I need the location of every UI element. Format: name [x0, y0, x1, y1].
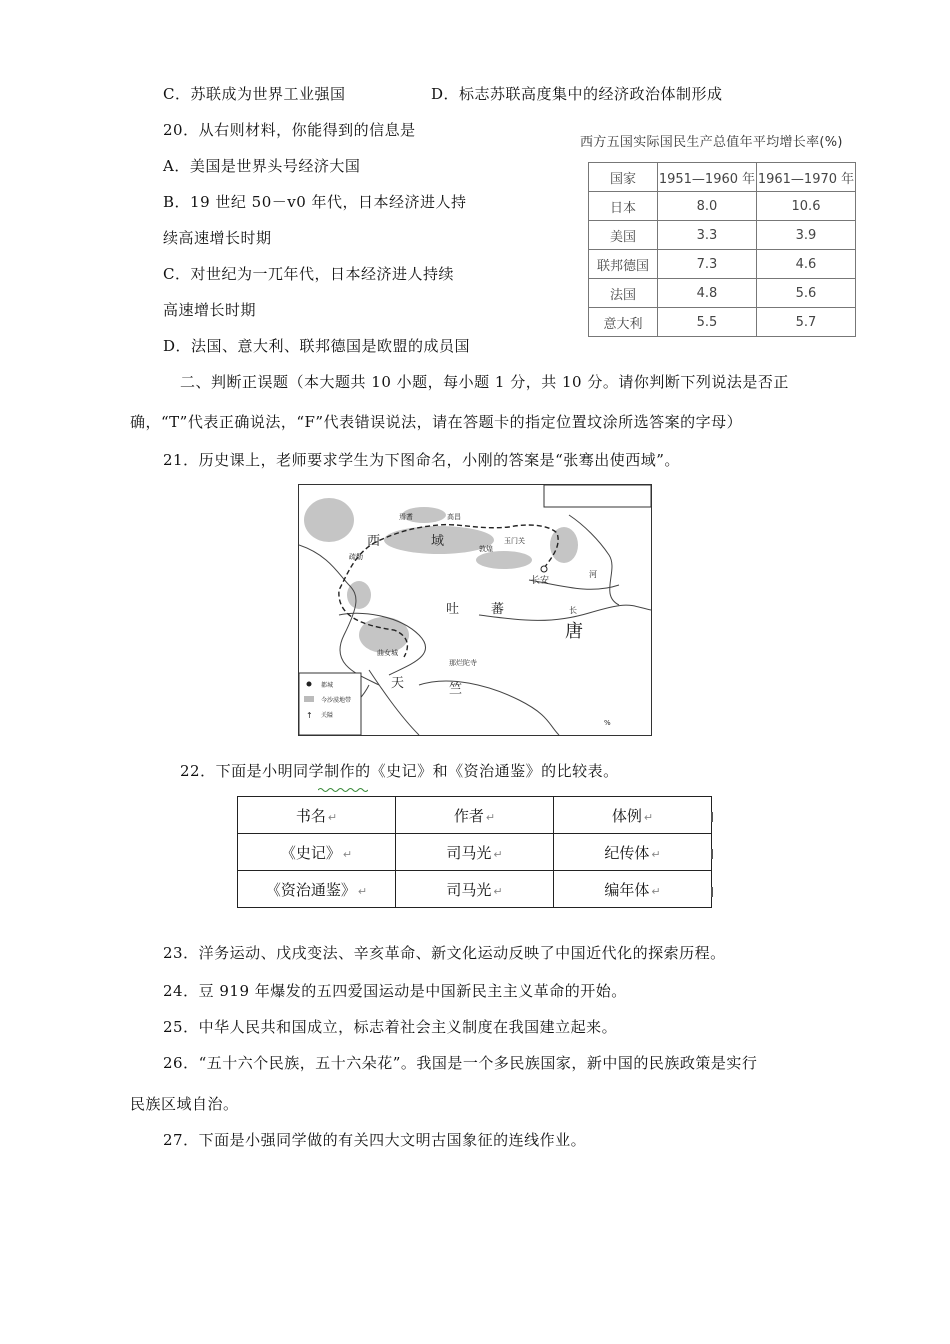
row-end-mark	[711, 887, 713, 897]
gdp-row	[589, 279, 856, 308]
gdp-cell-country: 联邦德国	[589, 250, 658, 279]
map-label-tian: 天	[391, 676, 405, 691]
question-27: 27．下面是小强同学做的有关四大文明古国象征的连线作业。	[163, 1131, 587, 1149]
compare-cell-book: 《史记》 ↵	[238, 834, 396, 871]
gdp-cell-value: 4.6	[757, 250, 856, 279]
compare-header-style: 体例 ↵	[554, 797, 712, 834]
compare-cell-book: 《资治通鉴》 ↵	[238, 871, 396, 908]
question-20-option-c-cont: 高速增长时期	[163, 301, 257, 319]
map-label-shulei: 疏勒	[349, 553, 363, 561]
map-label-zhu: 竺	[449, 682, 463, 697]
gdp-cell-value: 10.6	[757, 192, 856, 221]
gdp-cell-value: 3.3	[658, 221, 757, 250]
map-label-gaochang: 高昌	[447, 513, 461, 521]
question-26-cont: 民族区域自治。	[130, 1095, 239, 1113]
xuanzang-route-map	[298, 484, 652, 736]
compare-row	[238, 834, 712, 871]
section-2-heading-cont: 确，“T”代表正确说法，“F”代表错误说法，请在答题卡的指定位置坟涂所选答案的字母）	[130, 413, 743, 431]
compare-row	[238, 871, 712, 908]
map-label-xi: 西	[367, 534, 381, 549]
gdp-cell-country: 意大利	[589, 308, 658, 337]
option-d-line: D．标志苏联高度集中的经济政治体制形成	[431, 85, 723, 103]
row-end-mark	[711, 812, 713, 822]
gdp-cell-country: 日本	[589, 192, 658, 221]
gdp-row	[589, 221, 856, 250]
legend-desert-icon	[304, 696, 314, 702]
map-label-tu: 吐	[446, 602, 460, 617]
question-20-option-d: D．法国、意大利、联邦德国是欧盟的成员国	[163, 337, 471, 355]
gdp-cell-value: 3.9	[757, 221, 856, 250]
question-26: 26．“五十六个民族，五十六朵花”。我国是一个多民族国家，新中国的民族政策是实行	[163, 1054, 758, 1072]
question-21: 21．历史课上，老师要求学生为下图命名，小刚的答案是“张骞出使西域”。	[163, 451, 680, 469]
map-label-changan: 长安	[531, 576, 550, 586]
question-20: 20．从右则材料，你能得到的信息是	[163, 121, 416, 139]
question-23: 23．洋务运动、戊戌变法、辛亥革命、新文化运动反映了中国近代化的探索历程。	[163, 944, 726, 962]
map-label-yumenguan: 玉门关	[504, 537, 525, 545]
gdp-table	[588, 162, 856, 337]
question-20-option-a: A．美国是世界头号经济大国	[163, 157, 361, 175]
option-c-line: C．苏联成为世界工业强国	[163, 85, 346, 103]
legend-capital-icon	[307, 682, 312, 687]
row-end-mark	[711, 849, 713, 859]
books-comparison-table	[237, 796, 712, 908]
gdp-row	[589, 192, 856, 221]
compare-cell-author: 司马光 ↵	[396, 871, 554, 908]
map-scale: %	[604, 719, 611, 727]
map-label-qulv: 曲女城	[377, 649, 398, 657]
question-20-option-c: C．对世纪为一兀年代，日本经济进人持续	[163, 265, 454, 283]
gdp-cell-value: 5.5	[658, 308, 757, 337]
changan-marker	[541, 566, 547, 572]
map-legend	[299, 673, 361, 735]
map-label-yanqi: 焉耆	[399, 513, 413, 521]
section-2-heading: 二、判断正误题（本大题共 10 小题，每小题 1 分，共 10 分。请你判断下列说法是否正	[180, 373, 789, 391]
gdp-row	[589, 250, 856, 279]
map-label-he: 河	[589, 570, 597, 579]
map-label-yu: 域	[431, 534, 445, 549]
question-20-option-b-cont: 续高速增长时期	[163, 229, 272, 247]
gdp-header-1961: 1961—1970 年	[757, 163, 856, 192]
question-22: 22．下面是小明同学制作的《史记》和《资治通鉴》的比较表。	[180, 762, 619, 780]
legend-pass: 关隘	[321, 712, 334, 719]
compare-header-title: 书名 ↵	[238, 797, 396, 834]
gdp-cell-country: 法国	[589, 279, 658, 308]
map-inset-box	[544, 485, 651, 507]
spellcheck-underline	[318, 787, 368, 792]
map-label-nalanda: 那烂陀寺	[449, 659, 477, 667]
question-25: 25．中华人民共和国成立，标志着社会主义制度在我国建立起来。	[163, 1018, 618, 1036]
question-20-option-b: B．19 世纪 50－v0 年代，日本经济进人持	[163, 193, 467, 211]
gdp-cell-value: 7.3	[658, 250, 757, 279]
gdp-row	[589, 308, 856, 337]
compare-header-row	[238, 797, 712, 834]
map-label-tang: 唐	[565, 621, 583, 642]
gdp-cell-country: 美国	[589, 221, 658, 250]
map-label-chang: 长	[569, 606, 577, 615]
legend-desert: 今沙漠地带	[321, 697, 352, 704]
legend-capital: 都城	[321, 682, 334, 689]
map-label-dunhuang: 敦煌	[479, 545, 493, 553]
gdp-header-country: 国家	[589, 163, 658, 192]
gdp-cell-value: 5.7	[757, 308, 856, 337]
compare-cell-style: 编年体 ↵	[554, 871, 712, 908]
gdp-cell-value: 8.0	[658, 192, 757, 221]
question-24: 24．豆 919 年爆发的五四爱国运动是中国新民主主义革命的开始。	[163, 982, 627, 1000]
legend-pass-icon: ↑	[306, 711, 313, 720]
gdp-cell-value: 5.6	[757, 279, 856, 308]
gdp-header-1951: 1951—1960 年	[658, 163, 757, 192]
gdp-header-row	[589, 163, 856, 192]
compare-cell-author: 司马光 ↵	[396, 834, 554, 871]
compare-header-author: 作者 ↵	[396, 797, 554, 834]
gdp-table-title: 西方五国实际国民生产总值年平均增长率(%)	[580, 135, 843, 150]
map-label-bo: 蕃	[491, 602, 505, 617]
compare-cell-style: 纪传体 ↵	[554, 834, 712, 871]
gdp-cell-value: 4.8	[658, 279, 757, 308]
